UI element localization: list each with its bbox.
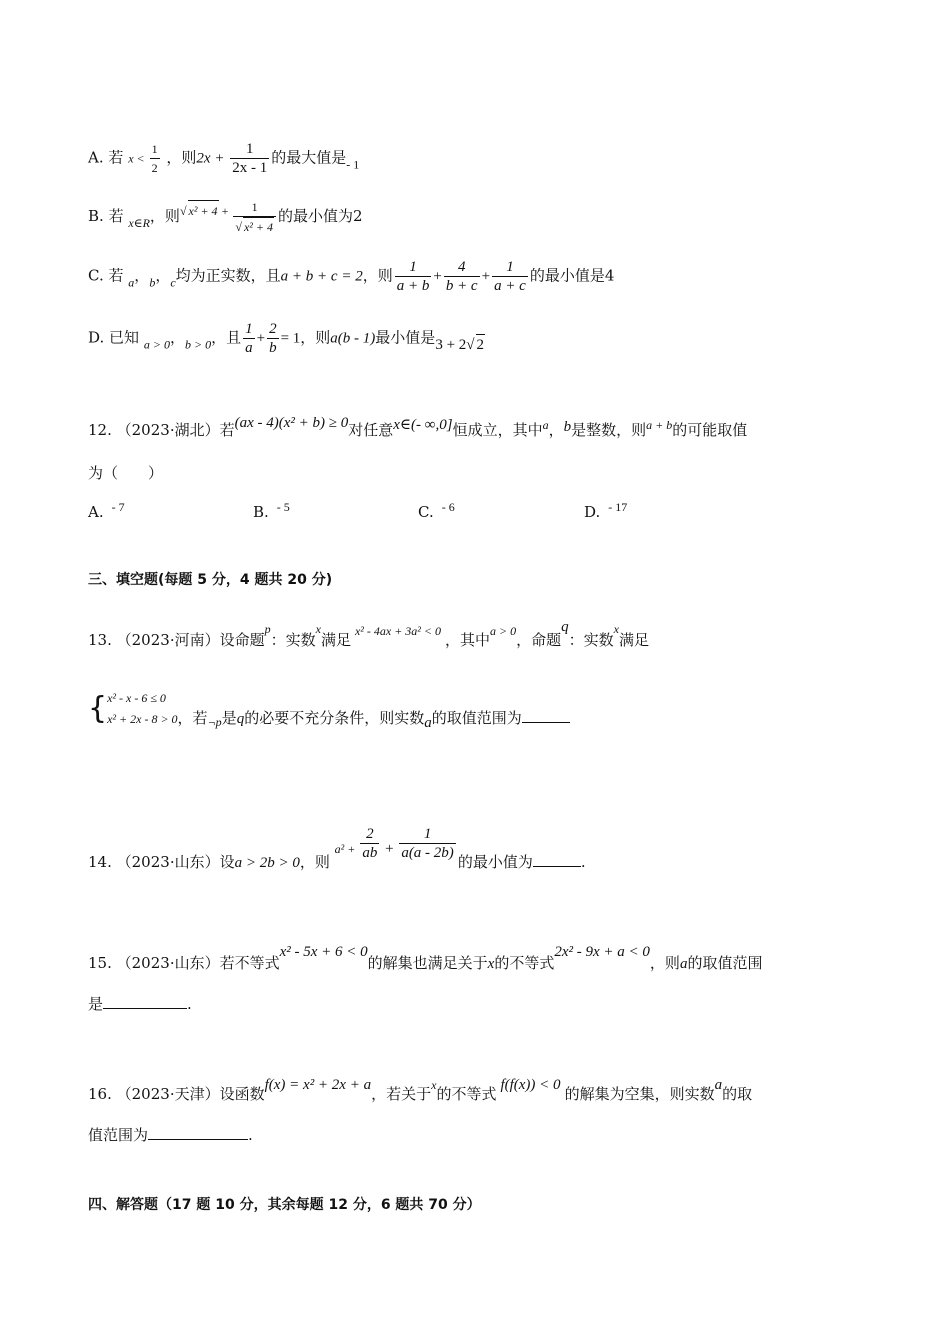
q11-option-d: D. 已知 $_{a > 0}$，$_{b > 0}$，且 $\frac{1}{a}$ + $\frac{2}{b}$ = 1，则a(b - 1)最小值是3 + 2√ 2: [88, 321, 485, 356]
q14-stem: 14. （2023·山东）设a > 2b > 0，则 $^{a^2 +}$ $\frac{2}{ab}$ + $\frac{1}{a(a - 2b)}$ 的最小值为 .: [88, 826, 586, 871]
q11-option-c: C. 若 $_a$，$_b$，$_c$均为正实数，且a + b + c = 2，则 $\frac{1}{a + b}$ + $\frac{4}{b + c}$ + $\frac{1}{a + c}$ 的最小值是4: [88, 259, 615, 294]
fraction: $\frac{1}{a}$: [245, 321, 253, 356]
q12-stem-cont: 为（ ）: [88, 464, 164, 482]
q15-stem-cont: 是 .: [88, 995, 192, 1013]
q12-stem: 12. （2023·湖北）若(ax - 4)(x² + b) ≥ 0对任意x∈(- ∞,0]恒成立，其中$^a$，b是整数，则$^{a + b}$的可能取值: [88, 415, 748, 439]
fraction: $\frac{1}{2}$: [151, 142, 158, 175]
q13-stem: 13. （2023·河南）设命题$^p$：实数$^x$满足 $^{x^2 - 4ax + 3a^2 < 0}$ ，其中$^{a > 0}$，命题q：实数$^x$满足: [88, 619, 649, 649]
answer-blank[interactable]: [533, 852, 581, 867]
answer-blank[interactable]: [522, 708, 570, 723]
fraction: $\frac{2}{ab}$: [362, 826, 378, 861]
answer-blank[interactable]: [103, 994, 187, 1009]
q12-option-c: C. $^{- 6}$: [418, 500, 455, 521]
q12-option-a: A. $^{- 7}$: [88, 500, 125, 521]
section-heading-fill-in: 三、填空题(每题 5 分，4 题共 20 分): [88, 572, 333, 588]
fraction: $\frac{1}{\text{√ x² + 4}}$: [233, 198, 276, 236]
fraction: $\frac{2}{b}$: [269, 321, 277, 356]
fraction: $\frac{4}{b + c}$: [445, 259, 478, 294]
q16-stem-cont: 值范围为 .: [88, 1126, 253, 1144]
q11-option-a: A. 若 x < $\frac{1}{2}$ ，则2x + $\frac{1}{2x - 1}$ 的最大值是$_{- 1}$: [88, 141, 360, 176]
inequality-system: x² - x - 6 ≤ 0 x² + 2x - 8 > 0: [107, 691, 178, 726]
q16-stem: 16. （2023·天津）设函数f(x) = x² + 2x + a，若关于$^x$的不等式 f(f(x)) < 0 的解集为空集，则实数a的取: [88, 1077, 753, 1103]
section-heading-solutions: 四、解答题（17 题 10 分，其余每题 12 分，6 题共 70 分）: [88, 1197, 481, 1213]
q12-option-b: B. $^{- 5}$: [253, 500, 290, 521]
fraction: $\frac{1}{a + c}$: [494, 259, 526, 294]
q13-stem-cont: { x² - x - 6 ≤ 0 x² + 2x - 8 > 0 ，若$_{\neg p}$是q的必要不充分条件，则实数a的取值范围为: [88, 688, 570, 743]
answer-blank[interactable]: [148, 1125, 248, 1140]
fraction: $\frac{1}{a + b}$: [396, 259, 430, 294]
q11-option-b: B. 若 $_{x\in R}$，则√ x² + 4 + $\frac{1}{\text{√ x² + 4}}$ 的最小值为2: [88, 200, 363, 234]
q15-stem: 15. （2023·山东）若不等式x² - 5x + 6 < 0的解集也满足关于x的不等式2x² - 9x + a < 0，则a的取值范围: [88, 944, 763, 972]
fraction: $\frac{1}{2x - 1}$: [232, 141, 268, 176]
q12-option-d: D. $^{- 17}$: [584, 500, 628, 521]
fraction: $\frac{1}{a(a - 2b)}$: [401, 826, 454, 861]
